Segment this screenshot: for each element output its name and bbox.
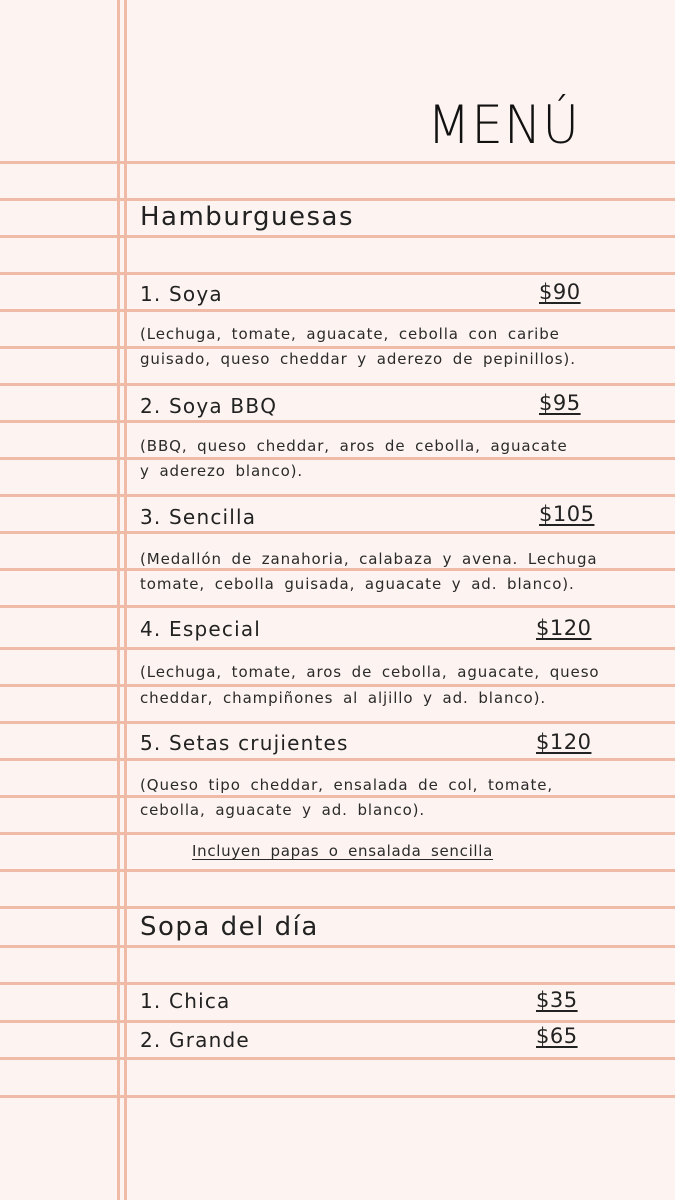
menu-item-description: guisado, queso cheddar y aderezo de pepinillos). — [140, 350, 576, 368]
rule-line — [0, 647, 675, 650]
menu-item-description: (Lechuga, tomate, aguacate, cebolla con caribe — [140, 325, 560, 343]
menu-item-name: 1. Chica — [140, 989, 231, 1013]
menu-item-price: $95 — [539, 391, 581, 415]
rule-line — [0, 758, 675, 761]
menu-item-name: 5. Setas crujientes — [140, 731, 349, 755]
section-heading-sopa: Sopa del día — [140, 912, 319, 942]
side-dish-note: Incluyen papas o ensalada sencilla — [192, 842, 494, 860]
menu-item-name: 3. Sencilla — [140, 505, 257, 529]
rule-line — [0, 309, 675, 312]
rule-line — [0, 383, 675, 386]
menu-item-description: y aderezo blanco). — [140, 462, 304, 480]
rule-line — [0, 721, 675, 724]
rule-line — [0, 161, 675, 164]
menu-item-name: 1. Soya — [140, 282, 223, 306]
rule-line — [0, 906, 675, 909]
margin-line — [124, 0, 127, 1200]
rule-line — [0, 1057, 675, 1060]
rule-line — [0, 1020, 675, 1023]
rule-line — [0, 1095, 675, 1098]
rule-line — [0, 494, 675, 497]
menu-item-description: cebolla, aguacate y ad. blanco). — [140, 801, 426, 819]
rule-line — [0, 605, 675, 608]
section-heading-hamburguesas: Hamburguesas — [140, 202, 355, 232]
menu-item-price: $35 — [536, 988, 578, 1012]
menu-item-price: $90 — [539, 280, 581, 304]
menu-item-description: cheddar, champiñones al aljillo y ad. blanco). — [140, 689, 546, 707]
menu-item-name: 2. Grande — [140, 1028, 250, 1052]
rule-line — [0, 982, 675, 985]
menu-item-price: $120 — [536, 616, 592, 640]
menu-item-description: (BBQ, queso cheddar, aros de cebolla, aguacate — [140, 437, 568, 455]
menu-item-name: 4. Especial — [140, 617, 262, 641]
menu-item-description: (Medallón de zanahoria, calabaza y avena. Lechuga — [140, 550, 598, 568]
menu-item-name: 2. Soya BBQ — [140, 394, 278, 418]
rule-line — [0, 420, 675, 423]
rule-line — [0, 235, 675, 238]
menu-item-price: $120 — [536, 730, 592, 754]
rule-line — [0, 869, 675, 872]
margin-line — [117, 0, 120, 1200]
rule-line — [0, 945, 675, 948]
menu-item-description: (Queso tipo cheddar, ensalada de col, tomate, — [140, 776, 554, 794]
menu-item-description: (Lechuga, tomate, aros de cebolla, aguacate, queso — [140, 663, 600, 681]
rule-line — [0, 272, 675, 275]
rule-line — [0, 198, 675, 201]
menu-item-description: tomate, cebolla guisada, aguacate y ad. blanco). — [140, 575, 575, 593]
menu-item-price: $65 — [536, 1024, 578, 1048]
rule-line — [0, 832, 675, 835]
menu-item-price: $105 — [539, 502, 595, 526]
rule-line — [0, 531, 675, 534]
page-title: MENÚ — [427, 94, 580, 156]
